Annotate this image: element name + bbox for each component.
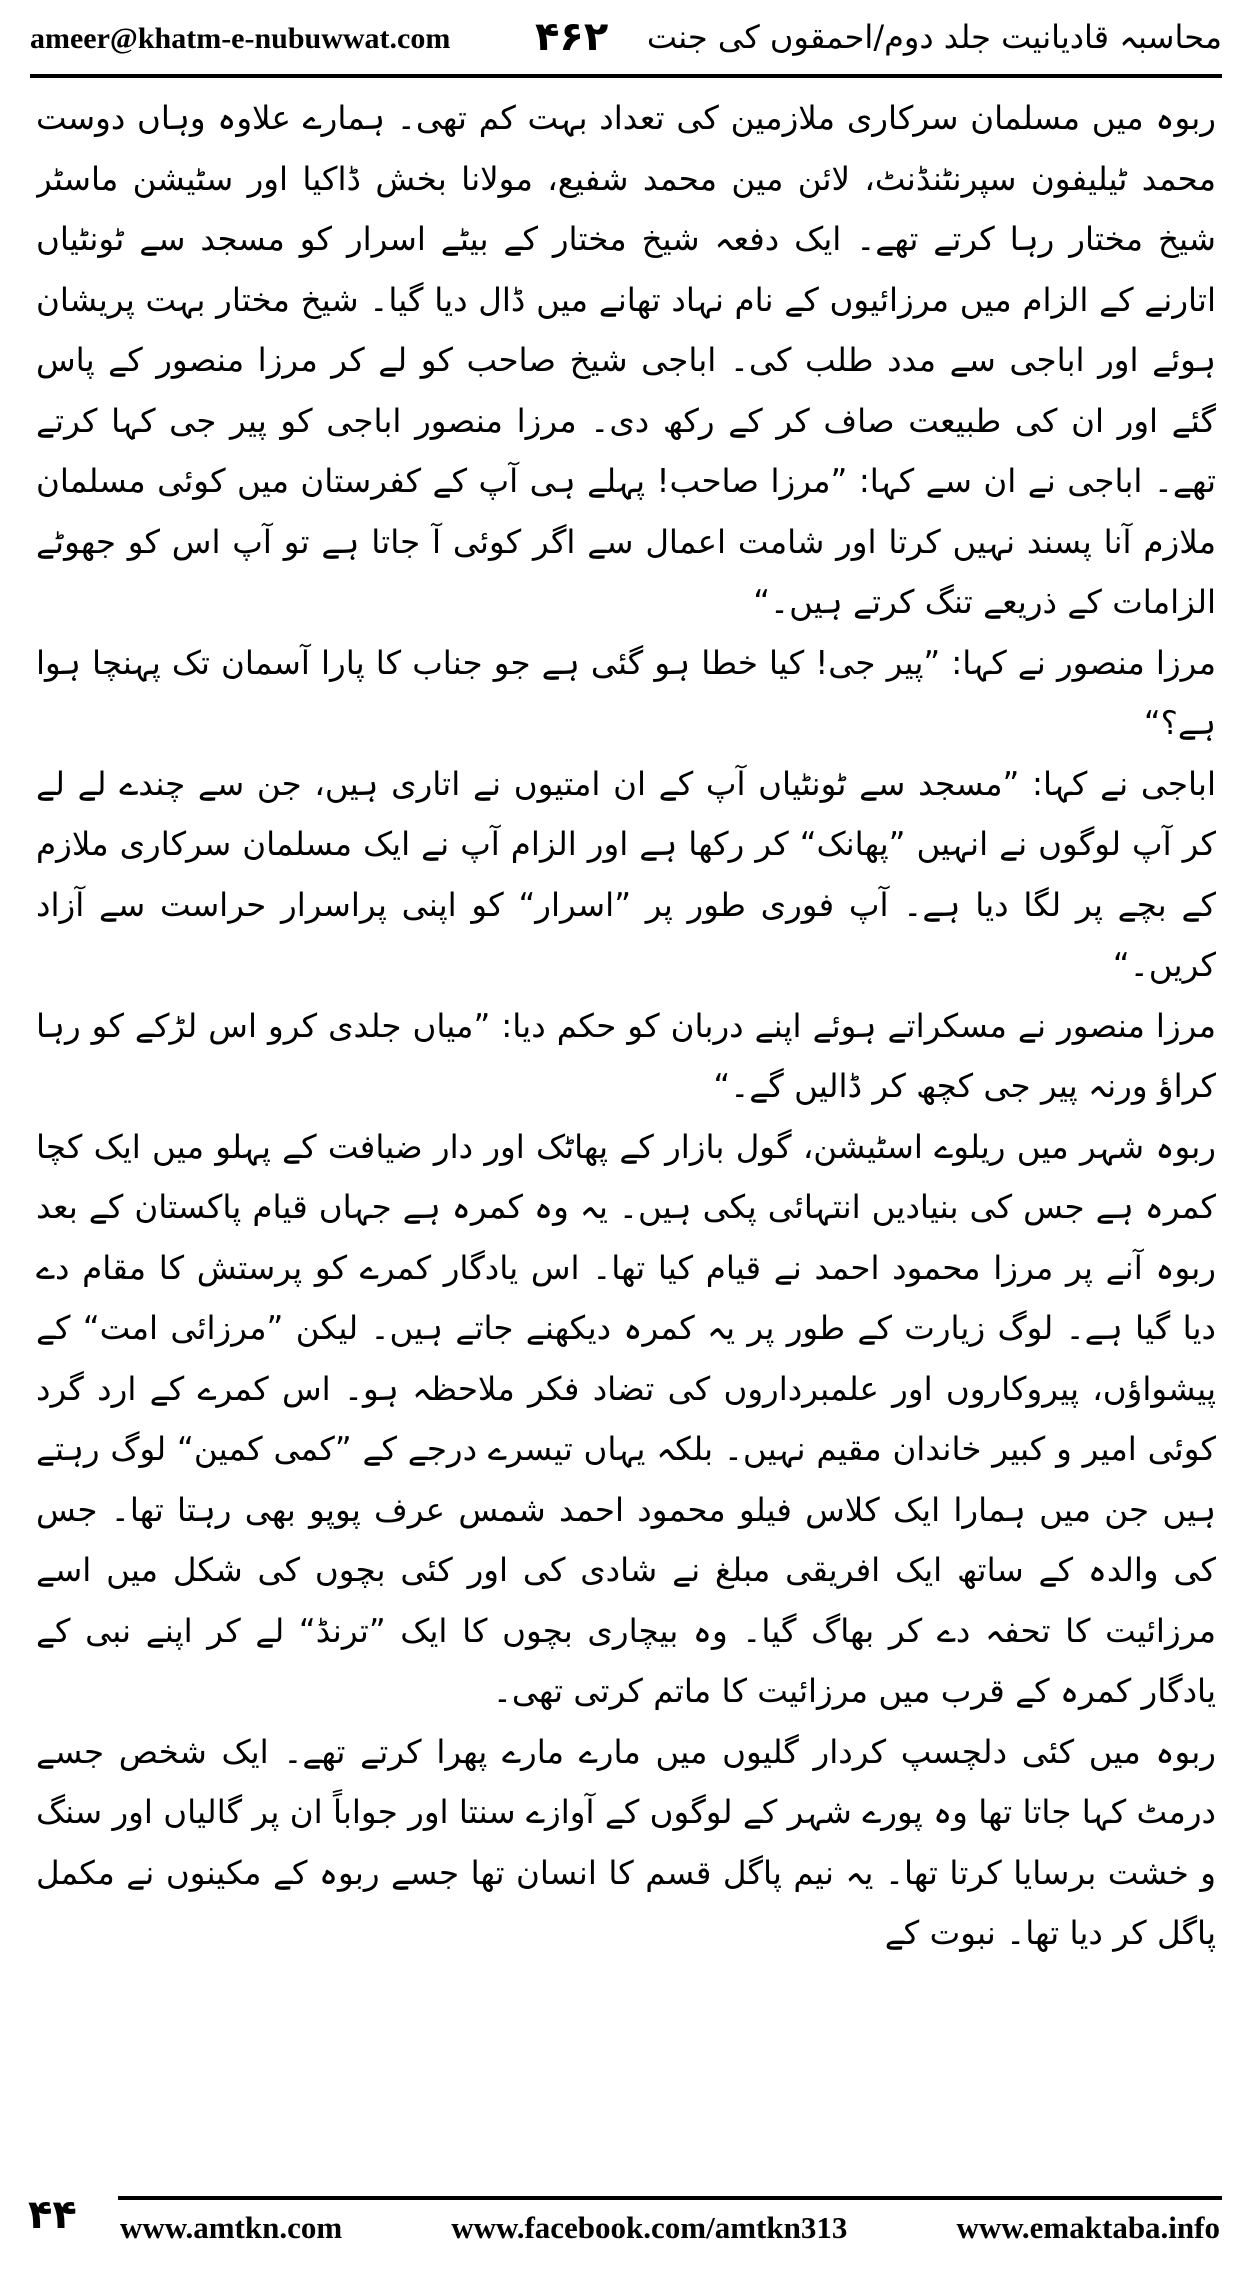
footer-link-amtkn[interactable]: www.amtkn.com bbox=[120, 2210, 343, 2245]
footer-divider bbox=[118, 2196, 1222, 2200]
header-email: ameer@khatm-e-nubuwwat.com bbox=[30, 22, 451, 55]
paragraph: مرزا منصور نے کہا: ”پیر جی! کیا خطا ہو گئی ہے جو جناب کا پارا آسمان تک پہنچا ہوا ہے؟“ bbox=[36, 643, 1216, 742]
footer-links bbox=[120, 2210, 1220, 2246]
paragraph: ربوہ میں مسلمان سرکاری ملازمین کی تعداد بہت کم تھی۔ ہمارے علاوہ وہاں دوست محمد ٹیلیفون سپرنٹنڈنٹ، لائن مین محمد شفیع، مولانا بخش ڈاکیا اور سٹیشن ماسٹر شیخ مختار رہا کرتے تھے۔ ایک دفعہ شیخ مختار کے بیٹے اسرار کو مسجد سے ٹونٹیاں اتارنے کے الزام میں مرزائیوں کے نام نہاد تھانے میں ڈال دیا گیا۔ شیخ مختار بہت پریشان ہوئے اور اباجی سے مدد طلب کی۔ اباجی شیخ صاحب کو لے کر مرزا منصور کے پاس گئے اور ان کی طبیعت صاف کر کے رکھ دی۔ مرزا منصور اباجی کو پیر جی کہا کرتے تھے۔ اباجی نے ان سے کہا: ”مرزا صاحب! پہلے ہی آپ کے کفرستان میں کوئی مسلمان ملازم آنا پسند نہیں کرتا اور شامت اعمال سے اگر کوئی آ جاتا ہے تو آپ اس کو جھوٹے الزامات کے ذریعے تنگ کرتے ہیں۔“ bbox=[36, 99, 1216, 621]
footer-link-facebook[interactable]: www.facebook.com/amtkn313 bbox=[451, 2210, 848, 2245]
page-header bbox=[30, 14, 1222, 70]
body-text bbox=[36, 88, 1216, 2178]
paragraph: ربوہ میں کئی دلچسپ کردار گلیوں میں مارے مارے پھرا کرتے تھے۔ ایک شخص جسے درمٹ کہا جاتا تھا وہ پورے شہر کے لوگوں کے آوازے سنتا اور جواباً ان پر گالیاں اور سنگ و خشت برسایا کرتا تھا۔ یہ نیم پاگل قسم کا انسان تھا جسے ربوہ کے مکینوں نے مکمل پاگل کر دیا تھا۔ نبوت کے bbox=[36, 1732, 1216, 1952]
paragraph: ربوہ شہر میں ریلوے اسٹیشن، گول بازار کے پھاٹک اور دار ضیافت کے پہلو میں ایک کچا کمرہ ہے جس کی بنیادیں انتہائی پکی ہیں۔ یہ وہ کمرہ ہے جہاں قیام پاکستان کے بعد ربوہ آنے پر مرزا محمود احمد نے قیام کیا تھا۔ اس یادگار کمرے کو پرستش کا مقام دے دیا گیا ہے۔ لوگ زیارت کے طور پر یہ کمرہ دیکھنے جاتے ہیں۔ لیکن ”مرزائی امت“ کے پیشواؤں، پیروکاروں اور علمبرداروں کی تضاد فکر ملاحظہ ہو۔ اس کمرے کے ارد گرد کوئی امیر و کبیر خاندان مقیم نہیں۔ بلکہ یہاں تیسرے درجے کے ”کمی کمین“ لوگ رہتے ہیں جن میں ہمارا ایک کلاس فیلو محمود احمد شمس عرف پوپو بھی رہتا تھا۔ جس کی والدہ کے ساتھ ایک افریقی مبلغ نے شادی کی اور کئی بچوں کی شکل میں اسے مرزائیت کا تحفہ دے کر بھاگ گیا۔ وہ بیچاری بچوں کا ایک ”ترنڈ“ لے کر اپنے نبی کے یادگار کمرہ کے قرب میں مرزائیت کا ماتم کرتی تھی۔ bbox=[36, 1127, 1216, 1710]
header-page-number: ۴۶۲ bbox=[535, 14, 609, 60]
footer-page-number: ۴۴ bbox=[28, 2192, 77, 2238]
header-divider bbox=[30, 74, 1222, 78]
footer-link-emaktaba[interactable]: www.emaktaba.info bbox=[956, 2210, 1220, 2245]
header-book-title: محاسبہ قادیانیت جلد دوم/احمقوں کی جنت bbox=[646, 18, 1222, 56]
paragraph: مرزا منصور نے مسکراتے ہوئے اپنے دربان کو حکم دیا: ”میاں جلدی کرو اس لڑکے کو رہا کراؤ ورنہ پیر جی کچھ کر ڈالیں گے۔“ bbox=[36, 1006, 1216, 1105]
page-footer bbox=[28, 2192, 1222, 2262]
paragraph: اباجی نے کہا: ”مسجد سے ٹونٹیاں آپ کے ان امتیوں نے اتاری ہیں، جن سے چندے لے لے کر آپ لوگوں نے انہیں ”پھانک“ کر رکھا ہے اور الزام آپ نے ایک مسلمان سرکاری ملازم کے بچے پر لگا دیا ہے۔ آپ فوری طور پر ”اسرار“ کو اپنی پراسرار حراست سے آزاد کریں۔“ bbox=[36, 764, 1216, 984]
